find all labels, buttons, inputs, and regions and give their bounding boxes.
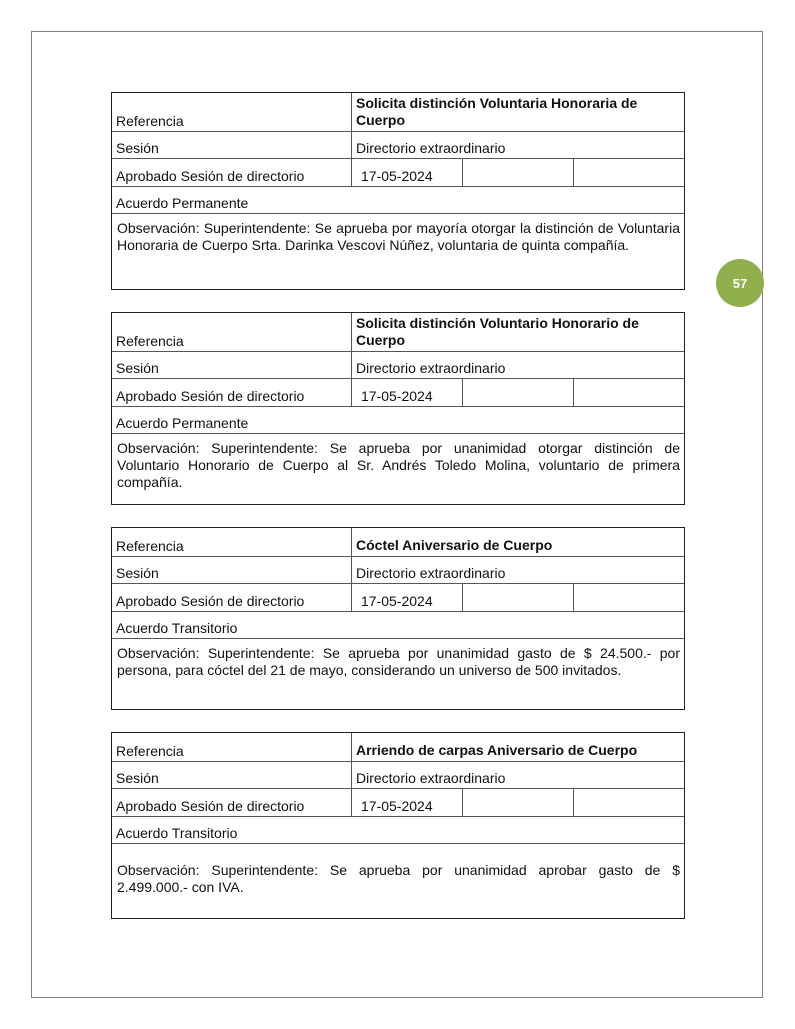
sesion-value: Directorio extraordinario: [356, 565, 506, 581]
aprobado-row: [112, 584, 684, 612]
empty-cell: [463, 789, 574, 816]
sesion-label: Sesión: [112, 557, 352, 583]
sesion-label: Sesión: [112, 132, 352, 158]
referencia-value: Solicita distinción Voluntario Honorario de Cuerpo: [356, 315, 639, 348]
referencia-label: Referencia: [112, 528, 352, 556]
observacion-text: Observación: Superintendente: Se aprueba por unanimidad otorgar distinción de Voluntario Honorario de Cuerpo al Sr. Andrés Toledo Molina, voluntario de primera compañía.: [117, 440, 680, 490]
aprobado-row: [112, 789, 684, 817]
sesion-row: [112, 762, 684, 789]
observacion-row: [112, 844, 684, 918]
observacion-text: Observación: Superintendente: Se aprueba por unanimidad aprobar gasto de $ 2.499.000.- con IVA.: [117, 862, 680, 895]
acuerdo-row: [112, 187, 684, 214]
sesion-value: Directorio extraordinario: [356, 360, 506, 376]
agreement-record: [111, 312, 685, 505]
aprobado-label: Aprobado Sesión de directorio: [112, 584, 352, 611]
referencia-row: [112, 93, 684, 132]
observacion-row: [112, 434, 684, 504]
aprobado-row: [112, 159, 684, 187]
observacion-text: Observación: Superintendente: Se aprueba por unanimidad gasto de $ 24.500.- por persona, para cóctel del 21 de mayo, considerando un universo de 500 invitados.: [117, 645, 680, 678]
sesion-label: Sesión: [112, 352, 352, 378]
acuerdo-type: Acuerdo Transitorio: [116, 620, 238, 636]
approval-date: 17-05-2024: [352, 379, 463, 406]
referencia-value: Cóctel Aniversario de Cuerpo: [356, 537, 553, 553]
aprobado-label: Aprobado Sesión de directorio: [112, 379, 352, 406]
approval-date: 17-05-2024: [352, 789, 463, 816]
acuerdo-row: [112, 407, 684, 434]
agreement-record: [111, 527, 685, 710]
sesion-row: [112, 132, 684, 159]
aprobado-row: [112, 379, 684, 407]
approval-date: 17-05-2024: [352, 159, 463, 186]
empty-cell: [574, 379, 684, 406]
agreement-record: [111, 92, 685, 290]
empty-cell: [574, 159, 684, 186]
aprobado-label: Aprobado Sesión de directorio: [112, 789, 352, 816]
sesion-value: Directorio extraordinario: [356, 770, 506, 786]
page-number-badge: 57: [716, 259, 764, 307]
acuerdo-row: [112, 612, 684, 639]
referencia-value: Arriendo de carpas Aniversario de Cuerpo: [356, 742, 638, 758]
observacion-row: [112, 214, 684, 289]
referencia-label: Referencia: [112, 93, 352, 131]
empty-cell: [574, 789, 684, 816]
referencia-row: [112, 733, 684, 762]
empty-cell: [463, 159, 574, 186]
sesion-value: Directorio extraordinario: [356, 140, 506, 156]
agreement-record: [111, 732, 685, 919]
referencia-row: [112, 528, 684, 557]
aprobado-label: Aprobado Sesión de directorio: [112, 159, 352, 186]
acuerdo-type: Acuerdo Transitorio: [116, 825, 238, 841]
referencia-value: Solicita distinción Voluntaria Honoraria de Cuerpo: [356, 95, 638, 128]
acuerdo-type: Acuerdo Permanente: [116, 415, 249, 431]
referencia-row: [112, 313, 684, 352]
empty-cell: [574, 584, 684, 611]
approval-date: 17-05-2024: [352, 584, 463, 611]
sesion-label: Sesión: [112, 762, 352, 788]
sesion-row: [112, 557, 684, 584]
empty-cell: [463, 584, 574, 611]
referencia-label: Referencia: [112, 733, 352, 761]
empty-cell: [463, 379, 574, 406]
observacion-text: Observación: Superintendente: Se aprueba por mayoría otorgar la distinción de Voluntaria Honoraria de Cuerpo Srta. Darinka Vescovi Núñez, voluntaria de quinta compañía.: [117, 220, 680, 253]
acuerdo-type: Acuerdo Permanente: [116, 195, 249, 211]
observacion-row: [112, 639, 684, 709]
referencia-label: Referencia: [112, 313, 352, 351]
sesion-row: [112, 352, 684, 379]
acuerdo-row: [112, 817, 684, 844]
